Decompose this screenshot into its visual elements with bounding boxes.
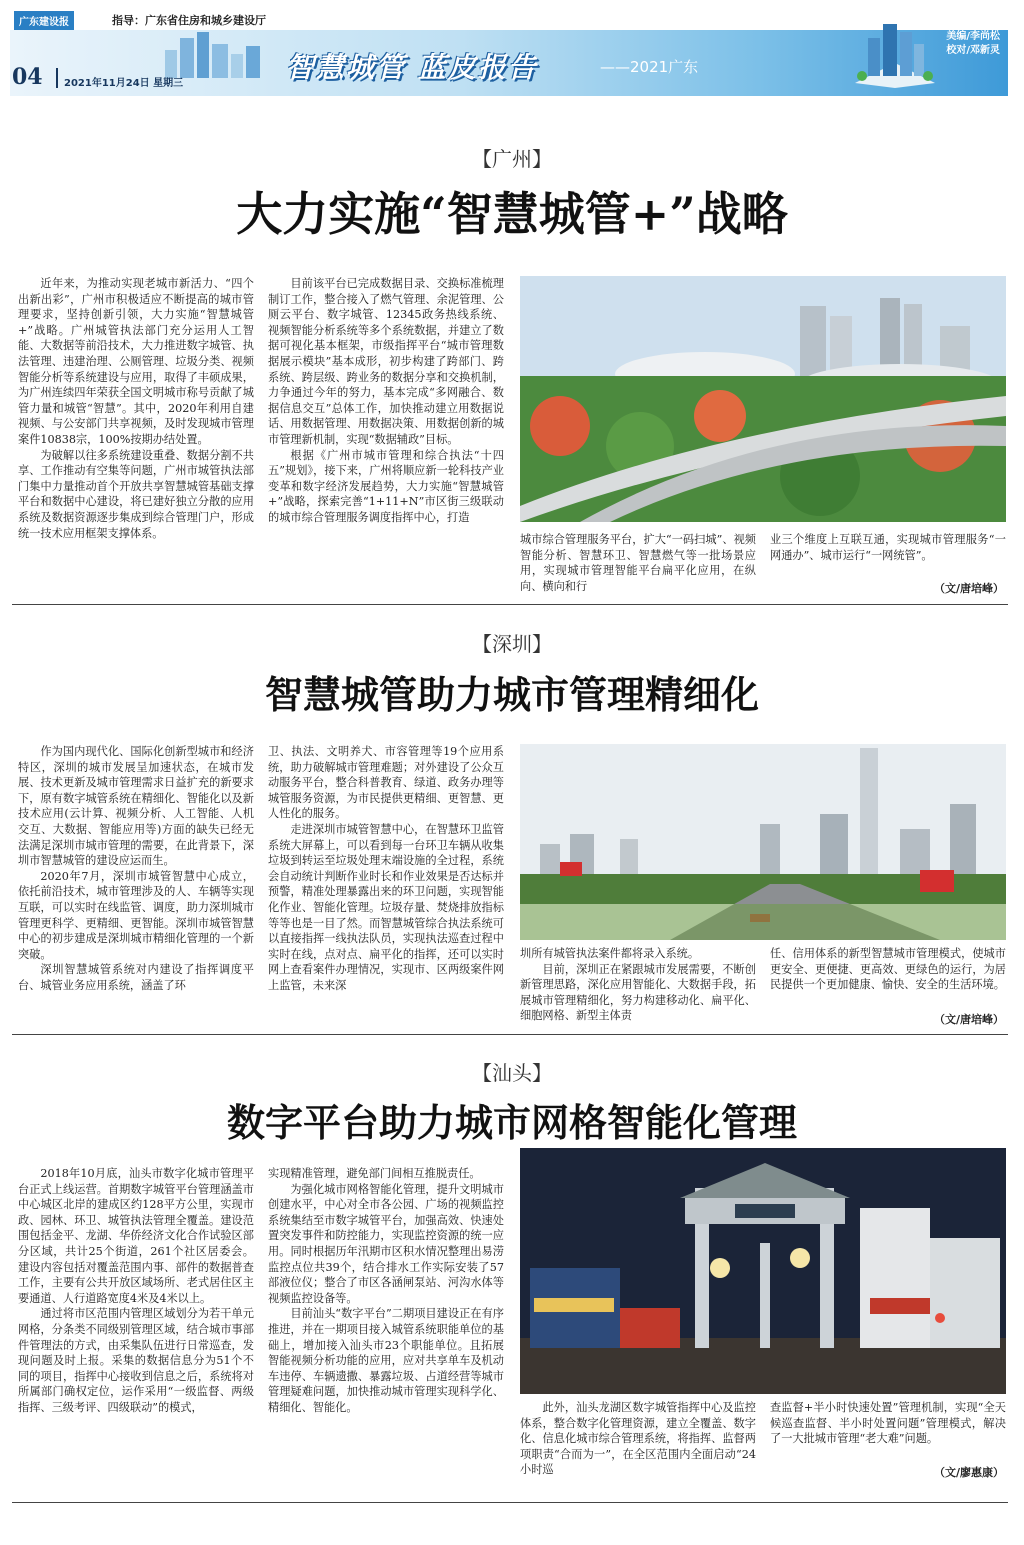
guide-text: 指导：广东省住房和城乡建设厅	[112, 14, 266, 27]
newspaper-badge: 广东建设报	[14, 11, 74, 30]
section-tag-shantou: 【汕头】	[472, 1061, 552, 1085]
paragraph: 目前该平台已完成数据目录、交换标准梳理制订工作，整合接入了燃气管理、余泥管理、公厕云平台、数字城管、12345政务热线系统、视频智能分析系统等多个系统数据，并建立了数据可视化基本框架，市级指挥平台“城市管理数据展示模块”基本成形，初步构建了跨部门、跨系统、跨层级、跨业务的数据分享和交换机制，力争通过今年的努力，基本完成“多网融合、数据信息交互”总体工作，加快推动建立用数据说话、用数据管理、用数据决策、用数据创新的城市管理新机制，实现“数据辅政”目标。	[268, 277, 504, 446]
article-column	[770, 946, 1006, 993]
photo-shantou-archway	[520, 1148, 1006, 1394]
paragraph: 查监督+半小时快速处置”管理机制，实现“全天候巡查监督、半小时处置问题”管理模式，解决了一大批城市管理“老大难”问题。	[770, 1401, 1006, 1446]
article-column	[770, 532, 1006, 563]
paragraph: 为强化城市网格智能化管理，提升文明城市创建水平，中心对全市各公园、广场的视频监控系统集结至市数字城管平台，加强高效、快速处置突发事件和防控能力，实现监控资源的统一应用。同时根据历年汛期市区积水情况整理出易涝监控点位共39个，结合排水工作实际安装了57部液位仪；整合了市区各涵闸泵站、河沟水体等视频监控设备等。	[268, 1182, 504, 1305]
city-towers-icon	[850, 18, 940, 88]
section-divider	[12, 604, 1008, 605]
photo-guangzhou-skywalk	[520, 276, 1006, 522]
headline-shenzhen: 智慧城管助力城市管理精细化	[264, 672, 759, 717]
headline-guangzhou: 大力实施“智慧城管+”战略	[236, 187, 788, 241]
article-column	[268, 1166, 504, 1416]
paragraph: 实现精准管理，避免部门间相互推脱责任。	[268, 1167, 481, 1180]
paragraph: 目前汕头“数字平台”二期项目建设正在有序推进，并在一期项目接入城管系统职能单位的基础上，增加接入汕头市23个职能单位。且拓展智能视频分析功能的应用，应对共享单车及机动车违停、车辆遗撒、暴露垃圾、占道经营等城市管理疑难问题，加快推动城市管理实现科学化、精细化、智能化。	[268, 1307, 504, 1414]
photo-shenzhen-avenue	[520, 744, 1006, 940]
byline: （文/廖惠康）	[933, 1466, 1004, 1479]
paragraph: 深圳智慧城管系统对内建设了指挥调度平台、城管业务应用系统，涵盖了环	[18, 963, 254, 992]
paragraph: 2018年10月底，汕头市数字化城市管理平台正式上线运营。首期数字城管平台管理涵盖市中心城区北岸的建成区约128平方公里，实现市政、园林、环卫、城管执法管理全覆盖。建设范围包括金平、龙湖、华侨经济文化合作试验区部分区域，共计25个街道，261个社区居委会。建设内容包括对覆盖范围内事、部件的数据普查工作，主要有公共开放区域场所、老式居住区主要通道、人行道路宽度4米及4米以上。	[18, 1167, 254, 1305]
paragraph: 业三个维度上互联互通，实现城市管理服务“一网通办”、城市运行“一网统管”。	[770, 533, 1006, 562]
proofreader-line: 校对/邓新灵	[946, 45, 1000, 56]
paragraph: 卫、执法、文明养犬、市容管理等19个应用系统，助力破解城市管理难题；对外建设了公众互动服务平台，整合科普教育、绿道、政务办理等城管服务资源，为市民提供更精细、更智慧、更人性化的服务。	[268, 745, 504, 821]
article-column	[268, 276, 504, 526]
paragraph: 城市综合管理服务平台，扩大“一码扫城”、视频智能分析、智慧环卫、智慧燃气等一批场景应用，实现城市管理智能平台扁平化应用，在纵向、横向和行	[520, 533, 756, 593]
article-column	[520, 946, 756, 1024]
paragraph: 圳所有城管执法案件都将录入系统。	[520, 947, 700, 960]
paragraph: 近年来，为推动实现老城市新活力、“四个出新出彩”，广州市积极适应不断提高的城市管理要求，坚持创新引领，大力实施“智慧城管+”战略。广州城管执法部门充分运用人工智能、大数据等前沿技术，大力推进数字城管、执法管理、违建治理、公厕管理、垃圾分类、视频智能分析等系统建设与应用，取得了丰硕成果，为广州连续四年荣获全国文明城市称号贡献了城管力量和城管“智慧”。其中，2020年利用自建视频、与公安部门共享视频，及时发现城市管理案件10838宗，100%按期办结处置。	[18, 277, 254, 446]
page-number: 04	[12, 64, 43, 90]
paragraph: 任、信用体系的新型智慧城市管理模式，使城市更安全、更便捷、更高效、更绿色的运行，为居民提供一个更加健康、愉快、安全的生活环境。	[770, 947, 1006, 992]
article-column	[520, 1400, 756, 1478]
paragraph: 目前，深圳正在紧跟城市发展需要，不断创新管理思路，深化应用智能化、大数据手段，拓展城市管理精细化，努力构建移动化、扁平化、细胞网格、新型主体责	[520, 962, 756, 1023]
page-divider	[56, 68, 58, 88]
paragraph: 此外，汕头龙湖区数字城管指挥中心及监控体系，整合数字化管理资源，建立全覆盖、数字化、信息化城市综合管理系统，将指挥、监督两项职责“合而为一”，在全区范围内全面启动“24小时巡	[520, 1401, 756, 1477]
banner-subtitle: ——2021广东	[600, 58, 699, 76]
section-divider	[12, 1034, 1008, 1035]
page-bottom-rule	[12, 1502, 1008, 1503]
banner-title: 智慧城管 蓝皮报告	[286, 51, 538, 84]
paragraph: 为破解以往多系统建设重叠、数据分割不共享、工作推动有空集等问题，广州市城管执法部门集中力量推动首个开放共享智慧城管基础支撑平台和数据中心建设，将已建好独立分散的应用系统及数据资源逐步集成到综合管理门户，形成统一技术应用框架支撑体系。	[18, 448, 254, 540]
section-tag-shenzhen: 【深圳】	[472, 632, 552, 656]
byline: （文/唐培峰）	[933, 1013, 1004, 1026]
section-tag-guangzhou: 【广州】	[472, 147, 552, 171]
paragraph: 通过将市区范围内管理区域划分为若干单元网格，分条类不同级别管理区域，结合城市事部件管理法的方式，由采集队伍进行日常巡查，发现问题及时上报。采集的数据信息分为51个不同的项目，指挥中心接收到信息之后，系统将对所属部门确权定位，运作采用“一级监督、两级指挥、三级考评、四级联动”的模式，	[18, 1307, 254, 1414]
art-editor-line: 美编/李尚松	[946, 31, 1000, 42]
paragraph: 2020年7月，深圳市城管智慧中心成立，依托前沿技术，城市管理涉及的人、车辆等实现互联，可以实时在线监管、调度，助力深圳城市管理更科学、更精细、更智能。深圳市城管智慧中心的初步建成是深圳城市精细化管理的一个新突破。	[18, 869, 254, 961]
article-column	[18, 1166, 254, 1416]
article-column	[18, 276, 254, 541]
article-column	[268, 744, 504, 994]
editor-line: 编辑/朱启同	[946, 17, 1000, 28]
paragraph: 作为国内现代化、国际化创新型城市和经济特区，深圳的城市发展呈加速状态，在城市发展、技术更新及城市管理需求日益扩充的新要求下，原有数字城管系统在精细化、智能化以及新技术应用(云计算、视频分析、人工智能、人机交互、大数据、智能应用等)方面的缺失已经无法满足深圳市城市管理的需要，在此背景下，深圳市智慧城管的建设应运而生。	[18, 745, 254, 868]
article-column	[18, 744, 254, 994]
byline: （文/唐培峰）	[933, 582, 1004, 595]
masthead	[10, 8, 1008, 96]
paragraph: 走进深圳市城管智慧中心，在智慧环卫监管系统大屏幕上，可以看到每一台环卫车辆从收集垃圾到转运至垃圾处理末端设施的全过程，系统会自动统计判断作业时长和作业效果是否达标并预警，精准处理暴露出来的环卫问题，实现智能化作业、智能化管理。垃圾存量、焚烧排放指标等等也是一目了然。而智慧城管综合执法系统可以直接指挥一线执法队员，实现执法巡查过程中实时在线，点对点、扁平化的指挥，还可以实时网上查看案件办理情况，实现市、区两级案件网上监管，未来深	[268, 822, 504, 992]
issue-date: 2021年11月24日 星期三	[64, 78, 184, 89]
city-skyline-left-icon	[160, 28, 270, 78]
article-column	[770, 1400, 1006, 1447]
editors-list	[946, 16, 1000, 58]
headline-shantou: 数字平台助力城市网格智能化管理	[226, 1100, 797, 1145]
paragraph: 根据《广州市城市管理和综合执法“十四五”规划》，接下来，广州将顺应新一轮科技产业变革和数字经济发展趋势，大力实施“智慧城管+”战略，探索完善“1+11+N”市区街三级联动的城市综合管理服务调度指挥中心，打造	[268, 448, 504, 524]
article-column	[520, 532, 756, 594]
